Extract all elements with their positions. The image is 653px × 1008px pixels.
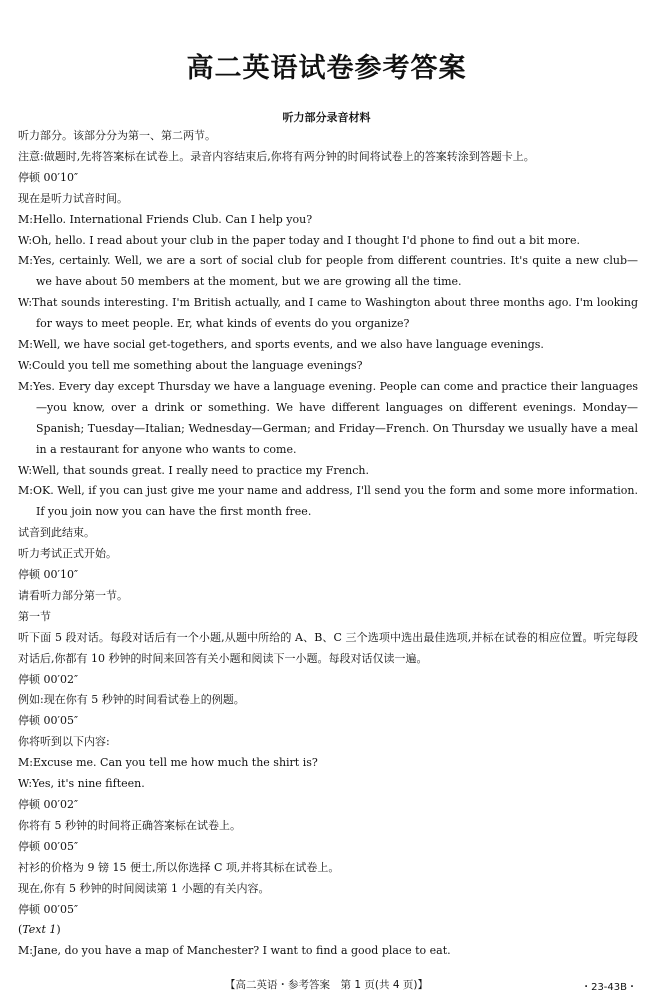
dialogue-line: W:Yes, it's nine fifteen.	[18, 777, 145, 791]
dialogue-line: W:That sounds interesting. I'm British actually, and I came to Washington about three months ago. I'm looking for ways to meet people. Er, what kinds of events do you organize?	[18, 296, 638, 331]
dialogue-line: W:Oh, hello. I read about your club in the paper today and I thought I'd phone to find out a bit more.	[18, 233, 580, 247]
transcript-body	[18, 126, 638, 962]
pause-marker: 停顿 00′05″	[18, 714, 79, 728]
text-line: 注意:做题时,先将答案标在试卷上。录音内容结束后,你将有两分钟的时间将试卷上的答案转涂到答题卡上。	[18, 149, 535, 163]
text-line: 试音到此结束。	[18, 526, 95, 540]
dialogue-line: M:Yes, certainly. Well, we are a sort of social club for people from different countries. It's quite a new club—we have about 50 members at the moment, but we are growing all the time.	[18, 254, 638, 289]
pause-marker: 停顿 00′10″	[18, 170, 79, 184]
dialogue-line: W:Well, that sounds great. I really need to practice my French.	[18, 463, 369, 477]
pause-marker: 停顿 00′02″	[18, 672, 79, 686]
text-line: 你将有 5 秒钟的时间将正确答案标在试卷上。	[18, 818, 241, 832]
dialogue-line: M:Yes. Every day except Thursday we have a language evening. People can come and practice their languages—you know, over a drink or something. We have different languages on different evenings. Monday—Spanish; Tuesday—Italian; Wednesday—German; and Friday—French. On Thursday we usually have a meal in a restaurant for anyone who wants to come.	[18, 379, 638, 456]
text-line: 听力部分。该部分分为第一、第二两节。	[18, 129, 216, 142]
dialogue-line: M:Hello. International Friends Club. Can I help you?	[18, 212, 313, 226]
text-line: 听力考试正式开始。	[18, 547, 117, 561]
footer-page-info: 【高二英语・参考答案 第 1 页(共 4 页)】	[225, 979, 428, 991]
document-title: 高二英语试卷参考答案	[186, 53, 467, 84]
page-footer	[0, 975, 653, 995]
pause-marker: 停顿 00′02″	[18, 798, 79, 811]
text-line: 现在,你有 5 秒钟的时间阅读第 1 小题的有关内容。	[18, 881, 270, 895]
text-line: 现在是听力试音时间。	[18, 191, 128, 205]
text-line: 你将听到以下内容:	[18, 735, 110, 749]
section-heading: 听力部分录音材料	[282, 111, 371, 124]
dialogue-line: M:Jane, do you have a map of Manchester? I want to find a good place to eat.	[18, 944, 451, 958]
dialogue-line: M:Excuse me. Can you tell me how much the shirt is?	[18, 756, 318, 770]
pause-marker: 停顿 00′05″	[18, 902, 79, 916]
text-line: 衬衫的价格为 9 镑 15 便士,所以你选择 C 项,并将其标在试卷上。	[18, 860, 340, 874]
dialogue-line: M:OK. Well, if you can just give me your name and address, I'll send you the form and some more information. If you join now you can have the first month free.	[18, 484, 638, 519]
text-label: (Text 1)	[18, 923, 61, 937]
text-line: 例如:现在你有 5 秒钟的时间看试卷上的例题。	[18, 693, 245, 707]
instruction-paragraph: 听下面 5 段对话。每段对话后有一个小题,从题中所给的 A、B、C 三个选项中选出最佳选项,并标在试卷的相应位置。听完每段对话后,你都有 10 秒钟的时间来回答有关小题和阅读下一小题。每段对话仅读一遍。	[18, 630, 638, 665]
section-label: 第一节	[18, 609, 51, 623]
text-label-name: Text 1	[22, 923, 57, 937]
dialogue-line: W:Could you tell me something about the language evenings?	[18, 358, 363, 372]
pause-marker: 停顿 00′10″	[18, 568, 79, 582]
pause-marker: 停顿 00′05″	[18, 839, 79, 853]
text-line: 请看听力部分第一节。	[18, 588, 128, 602]
footer-exam-code: ・23-43B・	[581, 982, 637, 993]
dialogue-line: M:Well, we have social get-togethers, and sports events, and we also have language evenings.	[18, 338, 544, 352]
